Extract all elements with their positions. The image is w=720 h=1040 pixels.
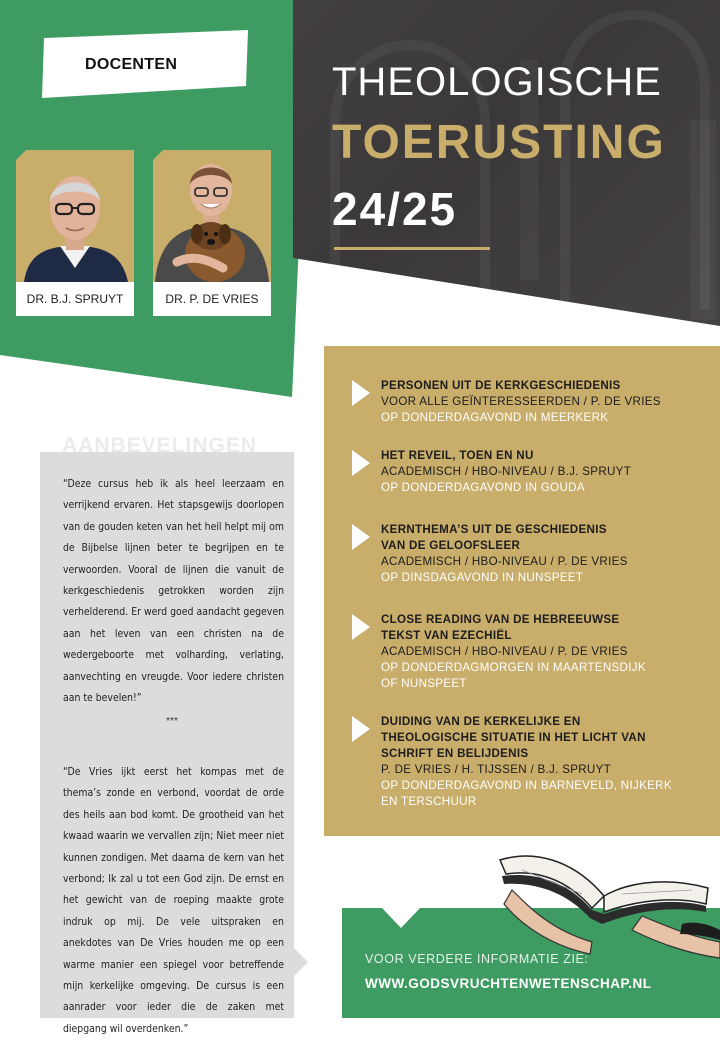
course-title: DUIDING VAN DE KERKELIJKE EN <box>381 715 581 728</box>
course-schedule: OP DONDERDAGMORGEN IN MAARTENSDIJK <box>381 661 646 674</box>
play-arrow-icon <box>352 524 370 550</box>
recommendations-title: AANBEVELINGEN <box>62 434 258 457</box>
course-item <box>352 522 714 586</box>
course-title: HET REVEIL, TOEN EN NU <box>381 449 534 462</box>
pillar-decoration <box>690 120 716 320</box>
course-schedule: EN TERSCHUUR <box>381 795 477 808</box>
course-item <box>352 378 714 426</box>
play-arrow-icon <box>352 380 370 406</box>
info-label: VOOR VERDERE INFORMATIE ZIE: <box>365 952 589 966</box>
course-level: VOOR ALLE GEÏNTERESSEERDEN / P. DE VRIES <box>381 395 661 408</box>
course-level: P. DE VRIES / H. TIJSSEN / B.J. SPRUYT <box>381 763 612 776</box>
course-level: ACADEMISCH / HBO-NIVEAU / P. DE VRIES <box>381 645 628 658</box>
title-underline <box>334 247 490 250</box>
recommendation-quote: “Deze cursus heb ik als heel leerzaam en verrijkend ervaren. Het stapsgewijs doorlopen van de gouden keten van het heil helpt mij om de Bijbelse lijnen beter te begrijpen en te verwoorden. Vooral de lijnen die vanuit de kerkgeschiedenis getrokken worden zijn verhelderend. Er werd goed aandacht gegeven aan het leven van een christen na de wedergeboorte met volharding, verlating, aanvechting en vreugde. Voor iedere christen aan te bevelen!” <box>63 478 284 705</box>
portrait-photo-with-dog-icon <box>153 150 271 282</box>
play-arrow-icon <box>352 716 370 742</box>
course-level: ACADEMISCH / HBO-NIVEAU / P. DE VRIES <box>381 555 628 568</box>
title-toerusting: TOERUSTING <box>332 116 666 169</box>
course-title: VAN DE GELOOFSLEER <box>381 539 521 552</box>
website-link[interactable]: WWW.GODSVRUCHTENWETENSCHAP.NL <box>365 976 652 991</box>
course-schedule: OP DINSDAGAVOND IN NUNSPEET <box>381 571 584 584</box>
course-title: CLOSE READING VAN DE HEBREEUWSE <box>381 613 620 626</box>
recommendation-quote: “De Vries ijkt eerst het kompas met de thema’s zonde en verbond, voordat de orde des heils aan bod komt. De grootheid van het kwaad waarin we vervallen zijn; Niet meer niet kunnen zondigen. Met daarna de kern van het verbond; Ik zal u tot een God zijn. De ernst en het gewicht van de roeping maakte grote indruk op mij. De vele uitspraken en anekdotes van De Vries houden me op een warme manier een spiegel voor betreffende mijn kerkelijke omgeving. De cursus is een aanrader voor ieder die de zaken met diepgang wil overdenken.” <box>63 766 284 1035</box>
teacher-name-devries: DR. P. DE VRIES <box>153 282 271 316</box>
course-title: THEOLOGISCHE SITUATIE IN HET LICHT VAN <box>381 731 646 744</box>
course-title: SCHRIFT EN BELIJDENIS <box>381 747 529 760</box>
docenten-label: DOCENTEN <box>85 56 178 73</box>
course-schedule: OF NUNSPEET <box>381 677 467 690</box>
course-item <box>352 612 714 692</box>
course-title: KERNTHEMA’S UIT DE GESCHIEDENIS <box>381 523 607 536</box>
course-item <box>352 448 714 496</box>
teacher-photo-spruyt <box>16 150 134 282</box>
open-book-hands-icon <box>492 850 720 960</box>
portrait-photo-icon <box>16 150 134 282</box>
teacher-name-spruyt: DR. B.J. SPRUYT <box>16 282 134 316</box>
course-schedule: OP DONDERDAGAVOND IN GOUDA <box>381 481 585 494</box>
course-schedule: OP DONDERDAGAVOND IN BARNEVELD, NIJKERK <box>381 779 672 792</box>
course-item <box>352 714 714 810</box>
recommendations-box-pointer <box>294 948 308 976</box>
quote-separator: *** <box>166 716 178 727</box>
title-theologische: THEOLOGISCHE <box>332 60 662 104</box>
course-title: TEKST VAN EZECHIËL <box>381 629 512 642</box>
play-arrow-icon <box>352 450 370 476</box>
teacher-photo-devries <box>153 150 271 282</box>
title-year: 24/25 <box>332 183 458 235</box>
course-level: ACADEMISCH / HBO-NIVEAU / B.J. SPRUYT <box>381 465 632 478</box>
play-arrow-icon <box>352 614 370 640</box>
course-title: PERSONEN UIT DE KERKGESCHIEDENIS <box>381 379 621 392</box>
course-schedule: OP DONDERDAGAVOND IN MEERKERK <box>381 411 609 424</box>
